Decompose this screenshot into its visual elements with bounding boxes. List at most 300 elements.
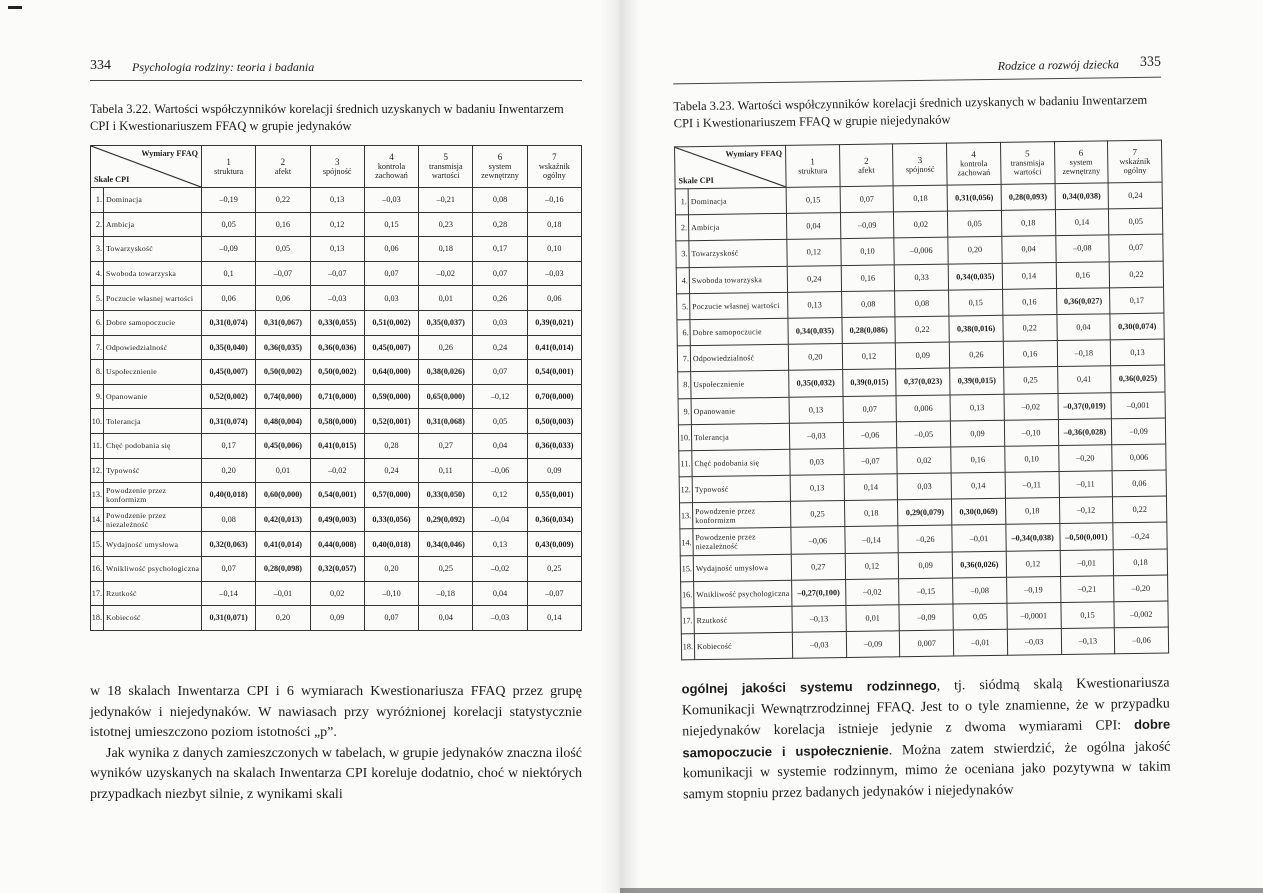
correlation-cell: 0,23 bbox=[419, 212, 473, 237]
correlation-cell: –0,03 bbox=[792, 632, 846, 659]
correlation-cell: 0,28 bbox=[364, 433, 418, 458]
scale-name: Tolerancja bbox=[104, 409, 202, 434]
correlation-cell: 0,15 bbox=[1060, 602, 1114, 629]
correlation-cell: 0,05 bbox=[1109, 208, 1163, 235]
text-run: , tj. siódmą skalą Kwestionariusza Komunikacji Wewnątrzrodzinnej FFAQ. Jest to o tyle znamienne, że w przypadku niejedynaków korelacja istnieje jedynie z dwoma wymiarami CPI: bbox=[681, 675, 1170, 740]
correlation-cell: 0,08 bbox=[473, 188, 527, 213]
correlation-cell: 0,40(0,018) bbox=[364, 532, 418, 557]
column-name: struktura bbox=[214, 166, 244, 176]
correlation-cell: 0,28(0,093) bbox=[1001, 184, 1055, 211]
correlation-cell: 0,35(0,037) bbox=[419, 310, 473, 335]
correlation-cell: 0,43(0,009) bbox=[527, 532, 581, 557]
correlation-cell: 0,44(0,008) bbox=[310, 532, 364, 557]
scale-name: Odpowiedzialność bbox=[104, 335, 202, 360]
table-body bbox=[675, 182, 1169, 660]
correlation-cell: 0,29(0,079) bbox=[898, 499, 952, 526]
correlation-cell: 0,07 bbox=[1109, 234, 1163, 261]
correlation-cell: 0,06 bbox=[202, 286, 256, 311]
correlation-cell: 0,36(0,036) bbox=[310, 335, 364, 360]
scale-name: Dominacja bbox=[104, 188, 202, 213]
correlation-table bbox=[674, 140, 1169, 661]
correlation-cell: 0,05 bbox=[948, 211, 1002, 238]
column-name: kontrola zachowań bbox=[957, 159, 991, 178]
correlation-cell: 0,10 bbox=[1005, 445, 1059, 472]
header-row bbox=[91, 146, 582, 188]
scale-name: Powodzenie przez konformizm bbox=[104, 483, 202, 508]
correlation-cell: –0,05 bbox=[897, 421, 951, 448]
correlation-cell: 0,006 bbox=[896, 395, 950, 422]
row-number: 16. bbox=[91, 556, 104, 581]
correlation-cell: 0,34(0,035) bbox=[948, 263, 1002, 290]
correlation-cell: –0,13 bbox=[1061, 628, 1115, 655]
correlation-cell: 0,13 bbox=[310, 237, 364, 262]
correlation-cell: 0,08 bbox=[895, 290, 949, 317]
correlation-cell: 0,57(0,000) bbox=[364, 483, 418, 508]
row-number: 10. bbox=[678, 424, 691, 450]
correlation-cell: –0,20 bbox=[1114, 575, 1168, 602]
correlation-cell: 0,31(0,056) bbox=[947, 184, 1001, 211]
column-number: 7 bbox=[552, 152, 557, 162]
row-number: 7. bbox=[91, 335, 104, 360]
row-number: 4. bbox=[91, 261, 104, 286]
column-header bbox=[202, 146, 256, 188]
correlation-cell: 0,01 bbox=[419, 286, 473, 311]
column-header bbox=[473, 146, 527, 188]
correlation-cell: 0,12 bbox=[473, 483, 527, 508]
correlation-cell: 0,22 bbox=[1109, 261, 1163, 288]
correlation-cell: 0,50(0,002) bbox=[310, 360, 364, 385]
correlation-cell: 0,36(0,027) bbox=[1056, 288, 1110, 315]
paragraph: Jak wynika z danych zamieszczonych w tabelach, w grupie jedynaków znaczna ilość wyników uzyskanych na skalach Inwentarza CPI koreluje dodatnio, choć w niektórych przypadkach niezbyt silnie, z wynikami skali bbox=[90, 745, 582, 802]
correlation-cell: 0,14 bbox=[1002, 262, 1056, 289]
correlation-cell: 0,58(0,000) bbox=[310, 409, 364, 434]
book-gutter bbox=[600, 0, 640, 893]
correlation-cell: –0,0001 bbox=[1007, 603, 1061, 630]
column-number: 3 bbox=[917, 154, 923, 165]
correlation-cell: 0,54(0,001) bbox=[310, 483, 364, 508]
correlation-cell: 0,13 bbox=[1110, 339, 1164, 366]
correlation-cell: 0,16 bbox=[951, 446, 1005, 473]
scale-name: Chęć podobania się bbox=[692, 449, 790, 477]
correlation-cell: –0,07 bbox=[256, 261, 310, 286]
correlation-cell: –0,002 bbox=[1114, 601, 1168, 628]
correlation-cell: 0,03 bbox=[790, 448, 844, 475]
correlation-cell: 0,41(0,015) bbox=[310, 433, 364, 458]
correlation-cell: 0,22 bbox=[895, 316, 949, 343]
row-number: 1. bbox=[675, 189, 688, 215]
column-name: struktura bbox=[798, 165, 828, 176]
row-number: 4. bbox=[676, 267, 689, 293]
column-header bbox=[1108, 140, 1162, 183]
row-number: 3. bbox=[676, 241, 689, 267]
correlation-cell: 0,39(0,015) bbox=[842, 369, 896, 396]
column-number: 5 bbox=[1024, 148, 1030, 159]
scale-name: Poczucie własnej wartości bbox=[104, 286, 202, 311]
correlation-cell: 0,06 bbox=[256, 286, 310, 311]
row-number: 2. bbox=[675, 215, 688, 241]
scale-name: Towarzyskość bbox=[689, 240, 787, 268]
correlation-cell: 0,20 bbox=[948, 237, 1002, 264]
correlation-cell: 0,24 bbox=[787, 265, 841, 292]
correlation-cell: 0,36(0,035) bbox=[256, 335, 310, 360]
scale-name: Odpowiedzialność bbox=[690, 344, 788, 372]
correlation-cell: –0,11 bbox=[1059, 471, 1113, 498]
correlation-cell: 0,50(0,002) bbox=[256, 360, 310, 385]
correlation-cell: 0,35(0,032) bbox=[789, 370, 843, 397]
correlation-cell: 0,13 bbox=[950, 394, 1004, 421]
column-header bbox=[1000, 142, 1054, 185]
row-number: 9. bbox=[91, 384, 104, 409]
row-number: 15. bbox=[680, 555, 693, 581]
correlation-cell: 0,52(0,002) bbox=[202, 384, 256, 409]
row-number: 18. bbox=[91, 606, 104, 631]
correlation-cell: –0,02 bbox=[310, 458, 364, 483]
correlation-cell: –0,50(0,001) bbox=[1059, 523, 1113, 550]
correlation-cell: 0,28(0,086) bbox=[842, 317, 896, 344]
table-caption: Tabela 3.23. Wartości współczynników korelacji średnich uzyskanych w badaniu Inwentarzem CPI i Kwestionariuszem FFAQ w grupie niejedynaków bbox=[673, 92, 1148, 131]
correlation-cell: –0,07 bbox=[527, 581, 581, 606]
table-row bbox=[91, 433, 582, 458]
corner-top-label: Wymiary FFAQ bbox=[725, 148, 783, 159]
correlation-cell: 0,35(0,040) bbox=[202, 335, 256, 360]
row-number: 8. bbox=[91, 360, 104, 385]
paragraph bbox=[681, 673, 1171, 806]
correlation-cell: 0,12 bbox=[310, 212, 364, 237]
column-header bbox=[893, 143, 947, 186]
correlation-cell: 0,52(0,001) bbox=[364, 409, 418, 434]
row-number: 11. bbox=[679, 451, 692, 477]
correlation-cell: 0,15 bbox=[786, 187, 840, 214]
correlation-cell: 0,02 bbox=[310, 581, 364, 606]
table-row bbox=[91, 532, 582, 557]
correlation-cell: 0,64(0,000) bbox=[364, 360, 418, 385]
correlation-cell: –0,03 bbox=[364, 188, 418, 213]
correlation-cell: 0,42(0,013) bbox=[256, 507, 310, 532]
correlation-cell: 0,31(0,071) bbox=[202, 606, 256, 631]
correlation-cell: 0,06 bbox=[1112, 470, 1166, 497]
running-head bbox=[90, 58, 582, 81]
scale-name: Typowość bbox=[692, 475, 790, 503]
correlation-cell: 0,24 bbox=[473, 335, 527, 360]
table-header bbox=[675, 140, 1163, 189]
correlation-cell: 0,27 bbox=[419, 433, 473, 458]
correlation-cell: 0,20 bbox=[256, 606, 310, 631]
correlation-cell: 0,02 bbox=[894, 211, 948, 238]
running-head-title: Rodzice a rozwój dziecka bbox=[997, 57, 1120, 73]
table-row bbox=[91, 360, 582, 385]
paragraph: w 18 skalach Inwentarza CPI i 6 wymiarach Kwestionariusza FFAQ przez grupę jedynaków i niejedynaków. W nawiasach przy wyróżnionej korelacji statystycznie istotnej umieszczono poziom istotności „p”. bbox=[90, 684, 582, 740]
correlation-cell: 0,45(0,007) bbox=[202, 360, 256, 385]
scale-name: Tolerancja bbox=[691, 423, 789, 451]
correlation-cell: 0,22 bbox=[1003, 315, 1057, 342]
correlation-cell: 0,31(0,074) bbox=[202, 409, 256, 434]
table-corner-cell bbox=[91, 146, 202, 188]
correlation-cell: –0,01 bbox=[256, 581, 310, 606]
table-row bbox=[91, 556, 582, 581]
column-number: 4 bbox=[971, 149, 976, 160]
column-name: system zewnętrzny bbox=[481, 162, 519, 180]
correlation-cell: 0,04 bbox=[786, 213, 840, 240]
column-header bbox=[364, 146, 418, 188]
correlation-cell: –0,12 bbox=[1059, 497, 1113, 524]
correlation-cell: 0,31(0,074) bbox=[202, 310, 256, 335]
column-header bbox=[1054, 141, 1108, 184]
correlation-cell: 0,10 bbox=[841, 238, 895, 265]
correlation-cell: –0,07 bbox=[310, 261, 364, 286]
correlation-cell: 0,06 bbox=[527, 286, 581, 311]
correlation-cell: 0,60(0,000) bbox=[256, 483, 310, 508]
correlation-cell: 0,15 bbox=[364, 212, 418, 237]
correlation-cell: –0,03 bbox=[473, 606, 527, 631]
scale-name: Uspołecznienie bbox=[104, 360, 202, 385]
correlation-cell: 0,34(0,038) bbox=[1055, 183, 1109, 210]
correlation-cell: 0,14 bbox=[1055, 209, 1109, 236]
correlation-cell: 0,12 bbox=[1006, 550, 1060, 577]
correlation-cell: 0,74(0,000) bbox=[256, 384, 310, 409]
correlation-cell: 0,08 bbox=[202, 507, 256, 532]
correlation-cell: 0,15 bbox=[949, 289, 1003, 316]
correlation-cell: –0,01 bbox=[1060, 549, 1114, 576]
correlation-cell: –0,18 bbox=[419, 581, 473, 606]
row-number: 1. bbox=[91, 188, 104, 213]
table-body bbox=[91, 188, 582, 631]
column-header bbox=[310, 146, 364, 188]
correlation-cell: 0,20 bbox=[364, 556, 418, 581]
scale-name: Opanowanie bbox=[691, 397, 789, 425]
column-number: 2 bbox=[863, 155, 869, 166]
row-number: 10. bbox=[91, 409, 104, 434]
correlation-cell: –0,04 bbox=[473, 507, 527, 532]
row-number: 13. bbox=[91, 483, 104, 508]
correlation-cell: 0,11 bbox=[419, 458, 473, 483]
correlation-cell: 0,03 bbox=[473, 310, 527, 335]
column-header bbox=[839, 144, 893, 187]
correlation-cell: 0,13 bbox=[788, 291, 842, 318]
scale-name: Poczucie własnej wartości bbox=[690, 292, 788, 320]
correlation-cell: 0,70(0,000) bbox=[527, 384, 581, 409]
column-header bbox=[256, 146, 310, 188]
column-name: afekt bbox=[274, 166, 292, 176]
correlation-cell: 0,26 bbox=[473, 286, 527, 311]
scale-name: Ambicja bbox=[104, 212, 202, 237]
page-number: 334 bbox=[90, 58, 111, 73]
column-number: 6 bbox=[1078, 147, 1084, 158]
running-head bbox=[673, 55, 1161, 85]
correlation-cell: 0,07 bbox=[473, 261, 527, 286]
correlation-cell: 0,18 bbox=[893, 185, 947, 212]
column-name: wskaźnik ogólny bbox=[538, 162, 570, 180]
correlation-cell: –0,06 bbox=[843, 421, 897, 448]
correlation-cell: –0,21 bbox=[1060, 576, 1114, 603]
correlation-cell: 0,01 bbox=[256, 458, 310, 483]
correlation-cell: –0,01 bbox=[953, 629, 1007, 656]
correlation-cell: 0,29(0,092) bbox=[419, 507, 473, 532]
correlation-cell: 0,12 bbox=[845, 552, 899, 579]
column-number: 1 bbox=[810, 155, 815, 166]
column-name: afekt bbox=[858, 165, 875, 175]
column-name: kontrola zachowań bbox=[375, 162, 408, 180]
row-number: 16. bbox=[681, 581, 694, 607]
correlation-cell: 0,65(0,000) bbox=[419, 384, 473, 409]
scale-name: Kobiecość bbox=[104, 606, 202, 631]
correlation-cell: –0,18 bbox=[1057, 340, 1111, 367]
correlation-cell: 0,01 bbox=[846, 605, 900, 632]
table-corner-cell bbox=[675, 145, 787, 189]
correlation-cell: 0,71(0,000) bbox=[310, 384, 364, 409]
correlation-cell: –0,13 bbox=[792, 606, 846, 633]
correlation-cell: 0,25 bbox=[527, 556, 581, 581]
header-row bbox=[675, 140, 1163, 189]
column-name: wskaźnik ogólny bbox=[1119, 156, 1151, 176]
correlation-cell: 0,18 bbox=[1113, 549, 1167, 576]
correlation-cell: –0,12 bbox=[473, 384, 527, 409]
column-name: system zewnętrzny bbox=[1062, 157, 1101, 176]
correlation-cell: 0,33(0,050) bbox=[419, 483, 473, 508]
correlation-cell: 0,28 bbox=[473, 212, 527, 237]
correlation-cell: 0,54(0,001) bbox=[527, 360, 581, 385]
row-number: 15. bbox=[91, 532, 104, 557]
correlation-cell: 0,13 bbox=[473, 532, 527, 557]
correlation-cell: 0,25 bbox=[419, 556, 473, 581]
table-row bbox=[91, 237, 582, 262]
scale-name: Ambicja bbox=[688, 214, 786, 242]
column-header bbox=[419, 146, 473, 188]
correlation-cell: 0,16 bbox=[1003, 341, 1057, 368]
correlation-table bbox=[90, 145, 582, 631]
correlation-cell: 0,16 bbox=[841, 264, 895, 291]
corner-bottom-label: Skale CPI bbox=[678, 175, 714, 186]
correlation-cell: –0,20 bbox=[1058, 445, 1112, 472]
correlation-cell: 0,06 bbox=[364, 237, 418, 262]
row-number: 14. bbox=[91, 507, 104, 532]
correlation-cell: 0,24 bbox=[364, 458, 418, 483]
correlation-cell: 0,41(0,014) bbox=[256, 532, 310, 557]
column-number: 5 bbox=[443, 152, 449, 162]
correlation-cell: 0,48(0,004) bbox=[256, 409, 310, 434]
correlation-cell: –0,24 bbox=[1113, 522, 1167, 549]
correlation-cell: 0,38(0,016) bbox=[949, 315, 1003, 342]
correlation-cell: 0,14 bbox=[527, 606, 581, 631]
correlation-cell: 0,04 bbox=[1002, 236, 1056, 263]
correlation-cell: 0,18 bbox=[844, 500, 898, 527]
scale-name: Dobre samopoczucie bbox=[690, 318, 788, 346]
scale-name: Opanowanie bbox=[104, 384, 202, 409]
correlation-cell: –0,14 bbox=[202, 581, 256, 606]
correlation-cell: 0,18 bbox=[527, 212, 581, 237]
correlation-cell: –0,37(0,019) bbox=[1058, 392, 1112, 419]
scale-name: Wnikliwość psychologiczna bbox=[694, 580, 792, 608]
correlation-cell: –0,08 bbox=[1055, 235, 1109, 262]
correlation-cell: –0,06 bbox=[791, 527, 845, 554]
correlation-cell: 0,07 bbox=[843, 395, 897, 422]
correlation-cell: 0,007 bbox=[900, 630, 954, 657]
correlation-cell: –0,06 bbox=[473, 458, 527, 483]
correlation-cell: –0,09 bbox=[899, 604, 953, 631]
correlation-cell: 0,03 bbox=[364, 286, 418, 311]
table-row bbox=[91, 581, 582, 606]
correlation-cell: 0,07 bbox=[364, 261, 418, 286]
scale-name: Kobiecość bbox=[694, 632, 792, 660]
correlation-cell: 0,07 bbox=[840, 186, 894, 213]
table-row bbox=[91, 483, 582, 508]
correlation-cell: –0,07 bbox=[843, 448, 897, 475]
correlation-cell: 0,12 bbox=[787, 239, 841, 266]
correlation-cell: 0,07 bbox=[202, 556, 256, 581]
table-row bbox=[91, 606, 582, 631]
scale-name: Typowość bbox=[104, 458, 202, 483]
table-row bbox=[91, 458, 582, 483]
correlation-cell: 0,17 bbox=[1110, 287, 1164, 314]
correlation-cell: 0,14 bbox=[844, 474, 898, 501]
body-text bbox=[681, 673, 1171, 806]
correlation-cell: –0,11 bbox=[1005, 472, 1059, 499]
correlation-cell: –0,26 bbox=[898, 525, 952, 552]
correlation-cell: 0,33 bbox=[895, 264, 949, 291]
correlation-cell: 0,18 bbox=[1005, 498, 1059, 525]
table-row bbox=[91, 507, 582, 532]
correlation-cell: 0,41 bbox=[1057, 366, 1111, 393]
correlation-cell: 0,18 bbox=[419, 237, 473, 262]
bold-term: dobre samopoczucie i uspołecznienie bbox=[682, 716, 1171, 760]
scale-name: Powodzenie przez niezależność bbox=[104, 507, 202, 532]
column-number: 6 bbox=[497, 152, 503, 162]
correlation-cell: 0,25 bbox=[1003, 367, 1057, 394]
correlation-cell: 0,36(0,026) bbox=[952, 551, 1006, 578]
column-number: 4 bbox=[389, 152, 394, 162]
correlation-cell: 0,41(0,014) bbox=[527, 335, 581, 360]
table-row bbox=[91, 261, 582, 286]
page-number: 335 bbox=[1139, 54, 1161, 70]
correlation-cell: 0,09 bbox=[310, 606, 364, 631]
correlation-cell: 0,20 bbox=[788, 344, 842, 371]
table-row bbox=[91, 409, 582, 434]
correlation-cell: 0,26 bbox=[419, 335, 473, 360]
column-name: spójność bbox=[322, 166, 352, 176]
correlation-cell: –0,21 bbox=[419, 188, 473, 213]
correlation-cell: –0,006 bbox=[894, 237, 948, 264]
scale-name: Dominacja bbox=[688, 187, 786, 215]
correlation-cell: 0,14 bbox=[951, 472, 1005, 499]
correlation-cell: 0,36(0,033) bbox=[527, 433, 581, 458]
column-name: spójność bbox=[905, 164, 935, 174]
correlation-cell: –0,03 bbox=[789, 422, 843, 449]
correlation-cell: 0,04 bbox=[419, 606, 473, 631]
correlation-cell: 0,49(0,003) bbox=[310, 507, 364, 532]
correlation-cell: 0,1 bbox=[202, 261, 256, 286]
correlation-cell: 0,09 bbox=[896, 342, 950, 369]
correlation-cell: –0,27(0,100) bbox=[792, 579, 846, 606]
correlation-cell: 0,51(0,002) bbox=[364, 310, 418, 335]
correlation-cell: –0,01 bbox=[952, 525, 1006, 552]
correlation-cell: 0,38(0,026) bbox=[419, 360, 473, 385]
correlation-cell: 0,03 bbox=[898, 473, 952, 500]
correlation-cell: 0,08 bbox=[841, 291, 895, 318]
row-number: 8. bbox=[678, 372, 691, 398]
scale-name: Wydajność umysłowa bbox=[693, 554, 791, 582]
table-row bbox=[91, 384, 582, 409]
correlation-cell: 0,09 bbox=[899, 552, 953, 579]
correlation-cell: 0,13 bbox=[789, 396, 843, 423]
scale-name: Dobre samopoczucie bbox=[104, 310, 202, 335]
scale-name: Wydajność umysłowa bbox=[104, 532, 202, 557]
scale-name: Powodzenie przez konformizm bbox=[693, 502, 791, 530]
correlation-cell: 0,16 bbox=[1002, 288, 1056, 315]
correlation-cell: 0,04 bbox=[1056, 314, 1110, 341]
scale-name: Swoboda towarzyska bbox=[104, 261, 202, 286]
correlation-cell: –0,19 bbox=[1006, 576, 1060, 603]
correlation-cell: 0,24 bbox=[1108, 182, 1162, 209]
column-name: transmisja wartości bbox=[428, 162, 463, 180]
